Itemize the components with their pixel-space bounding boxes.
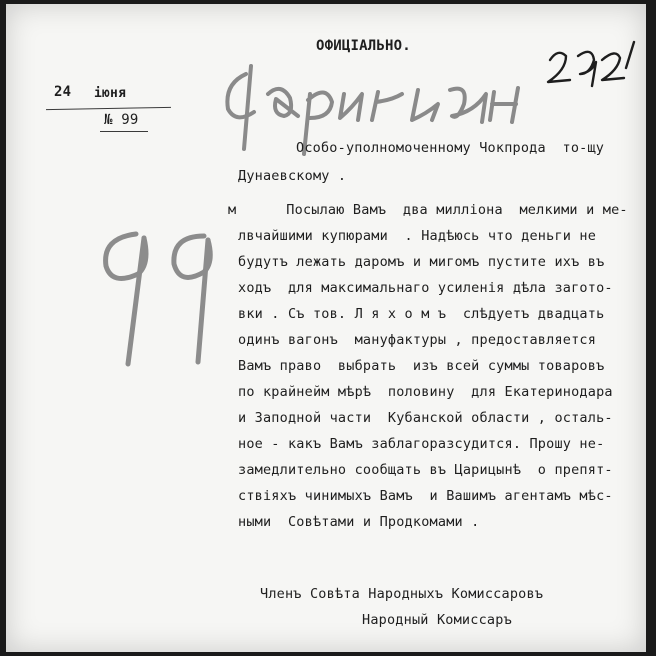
body-line: ствіяхъ чинимыхъ Вамъ и Вашимъ агентамъ мѣс- [238,488,613,504]
body-line: Вамъ право выбрать изъ всей суммы товаровъ [238,358,605,374]
date-underline [46,107,171,110]
body-line: одинъ вагонъ мануфактуры , предоставляется [238,332,597,348]
handwritten-number-top-right [536,40,646,100]
date-day: 24 [54,84,72,100]
document-number: № 99 [104,112,139,128]
body-line: лвчайшими купюрами . Надѣюсь что деньги не [238,228,597,244]
body-line: м Посылаю Вамъ два милліона мелкими и ме- [228,202,628,218]
addressee-line-1: Особо-уполномоченному Чокпрода то-щу [296,140,605,156]
addressee-line-2: Дунаевскому . [238,168,347,184]
body-line: вки . Съ тов. Л я х о м ъ слѣдуетъ двадцать [238,306,605,322]
document-page [6,4,646,652]
date-month: іюня [94,86,127,101]
number-underline [100,131,148,132]
body-line: по крайнейм мѣрѣ половину для Екатеринодара [238,384,613,400]
body-line: будутъ лежать даромъ и мигомъ пустите ихъ въ [238,254,605,270]
signature-line-1: Членъ Совѣта Народныхъ Комиссаровъ [260,586,544,602]
body-line: замедлительно сообщать въ Царицынѣ о препят- [238,462,613,478]
body-line: ходъ для максимальнаго усиленія дѣла загото- [238,280,613,296]
body-line: и Заподной части Кубанской области , осталь- [238,410,613,426]
handwritten-large-number [84,214,234,374]
signature-line-2: Народный Комиссаръ [362,612,512,628]
body-line: ное - какъ Вамъ заблагоразсудится. Прошу не- [238,436,605,452]
body-line: ными Совѣтами и Продкомами . [238,514,480,530]
official-stamp: ОФИЦІАЛЬНО. [316,38,411,54]
